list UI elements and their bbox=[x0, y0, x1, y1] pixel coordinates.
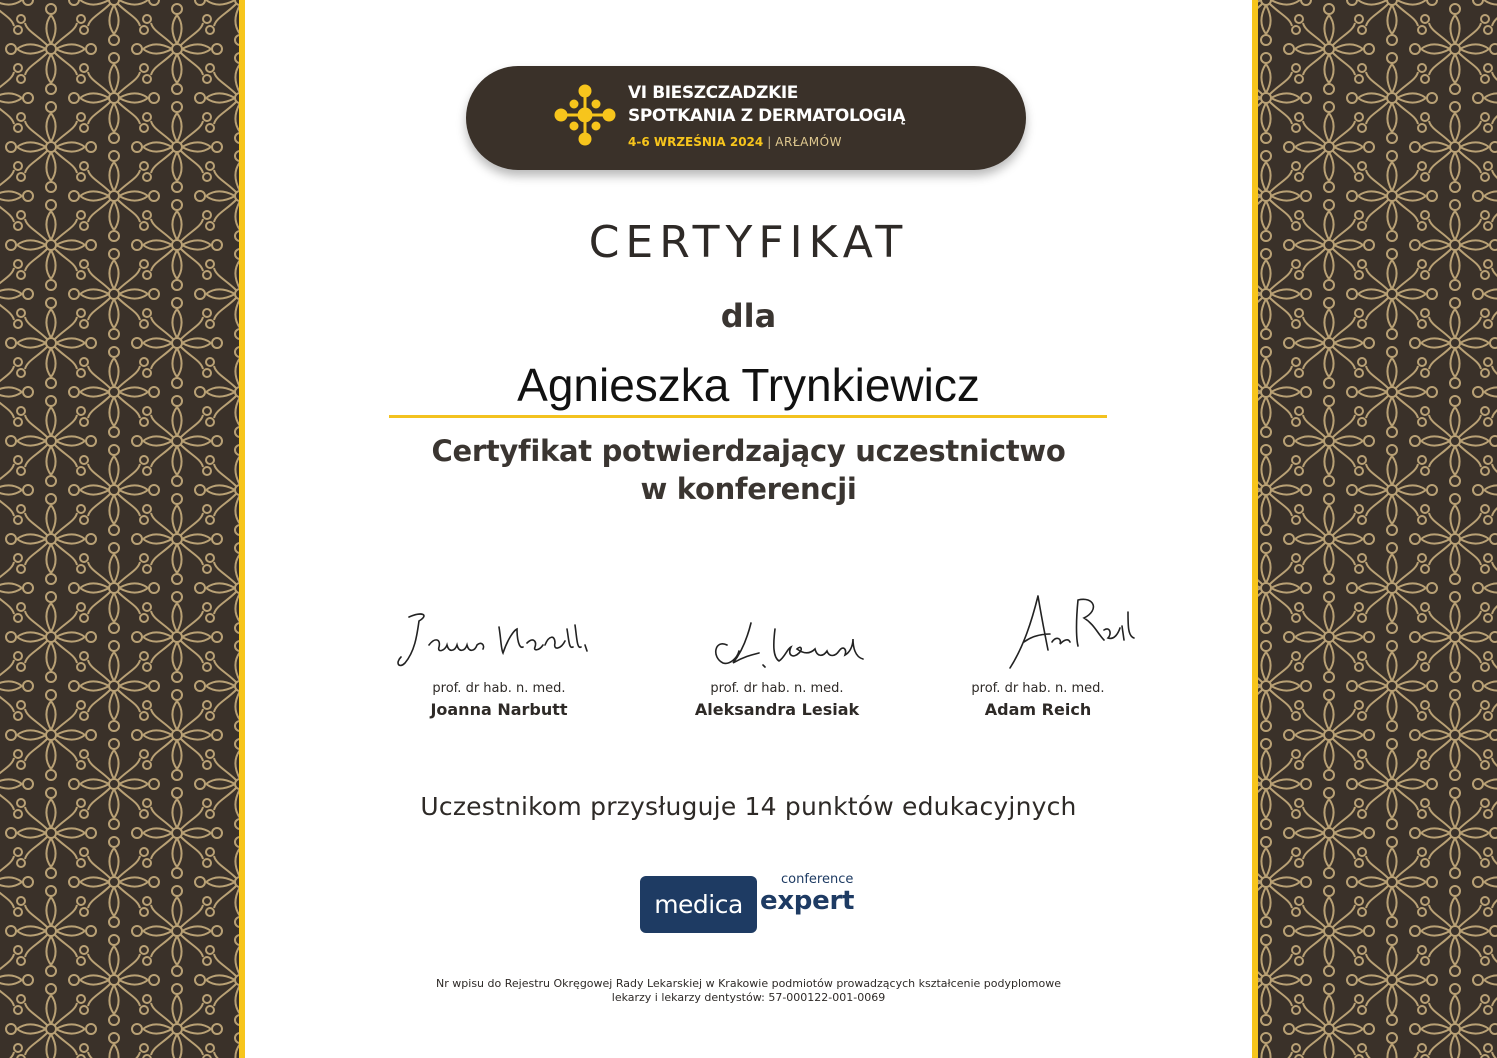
signatory-1-name: Joanna Narbutt bbox=[430, 700, 568, 719]
signatory-3 bbox=[908, 590, 1168, 719]
ornament-pattern-left bbox=[0, 0, 243, 1058]
ornament-pattern-right bbox=[1254, 0, 1497, 1058]
left-gold-border bbox=[239, 0, 245, 1058]
education-points: Uczestnikom przysługuje 14 punktów edukacyjnych bbox=[420, 792, 1077, 821]
logo-word-medica: medica bbox=[640, 876, 757, 933]
banner-event-number: VI BIESZCZADZKIE bbox=[628, 83, 798, 103]
event-banner bbox=[466, 66, 1026, 170]
recipient-name: Agnieszka Trynkiewicz bbox=[517, 359, 980, 411]
handwritten-signature-icon bbox=[667, 605, 887, 675]
registry-footnote bbox=[245, 977, 1252, 1005]
signatory-1-title: prof. dr hab. n. med. bbox=[432, 681, 566, 696]
signatory-1 bbox=[369, 605, 629, 719]
subtitle-line-2: w konferencji bbox=[640, 472, 857, 506]
signatory-3-title: prof. dr hab. n. med. bbox=[971, 681, 1105, 696]
for-label: dla bbox=[720, 297, 777, 335]
certificate-title: CERTYFIKAT bbox=[588, 217, 909, 268]
handwritten-signature-icon bbox=[389, 605, 609, 675]
signatory-2-name: Aleksandra Lesiak bbox=[694, 700, 860, 719]
right-pattern-panel bbox=[1254, 0, 1497, 1058]
right-gold-border bbox=[1252, 0, 1258, 1058]
banner-date: 4-6 WRZEŚNIA 2024 bbox=[628, 135, 764, 149]
banner-place: ARŁAMÓW bbox=[775, 135, 842, 149]
banner-separator: | bbox=[767, 135, 772, 149]
footnote-line-1: Nr wpisu do Rejestru Okręgowej Rady Lekarskiej w Krakowie podmiotów prowadzących kształcenie podyplomowe bbox=[436, 977, 1061, 990]
signatory-2-title: prof. dr hab. n. med. bbox=[710, 681, 844, 696]
logo-word-conference: conference bbox=[781, 872, 854, 887]
signatory-3-name: Adam Reich bbox=[984, 700, 1092, 719]
footnote-line-2: lekarzy i lekarzy dentystów: 57-000122-001-0069 bbox=[611, 991, 886, 1004]
logo-word-expert: expert bbox=[760, 886, 855, 916]
banner-date-place bbox=[628, 135, 842, 149]
banner-event-name: SPOTKANIA Z DERMATOLOGIĄ bbox=[628, 106, 906, 126]
handwritten-signature-icon bbox=[928, 590, 1148, 675]
certificate-subtitle bbox=[245, 432, 1252, 508]
left-pattern-panel bbox=[0, 0, 243, 1058]
signatory-2 bbox=[647, 605, 907, 719]
medica-expert-logo bbox=[640, 872, 870, 934]
gold-cross-molecule-icon bbox=[554, 84, 616, 146]
name-underline bbox=[389, 415, 1107, 418]
subtitle-line-1: Certyfikat potwierdzający uczestnictwo bbox=[431, 434, 1066, 468]
